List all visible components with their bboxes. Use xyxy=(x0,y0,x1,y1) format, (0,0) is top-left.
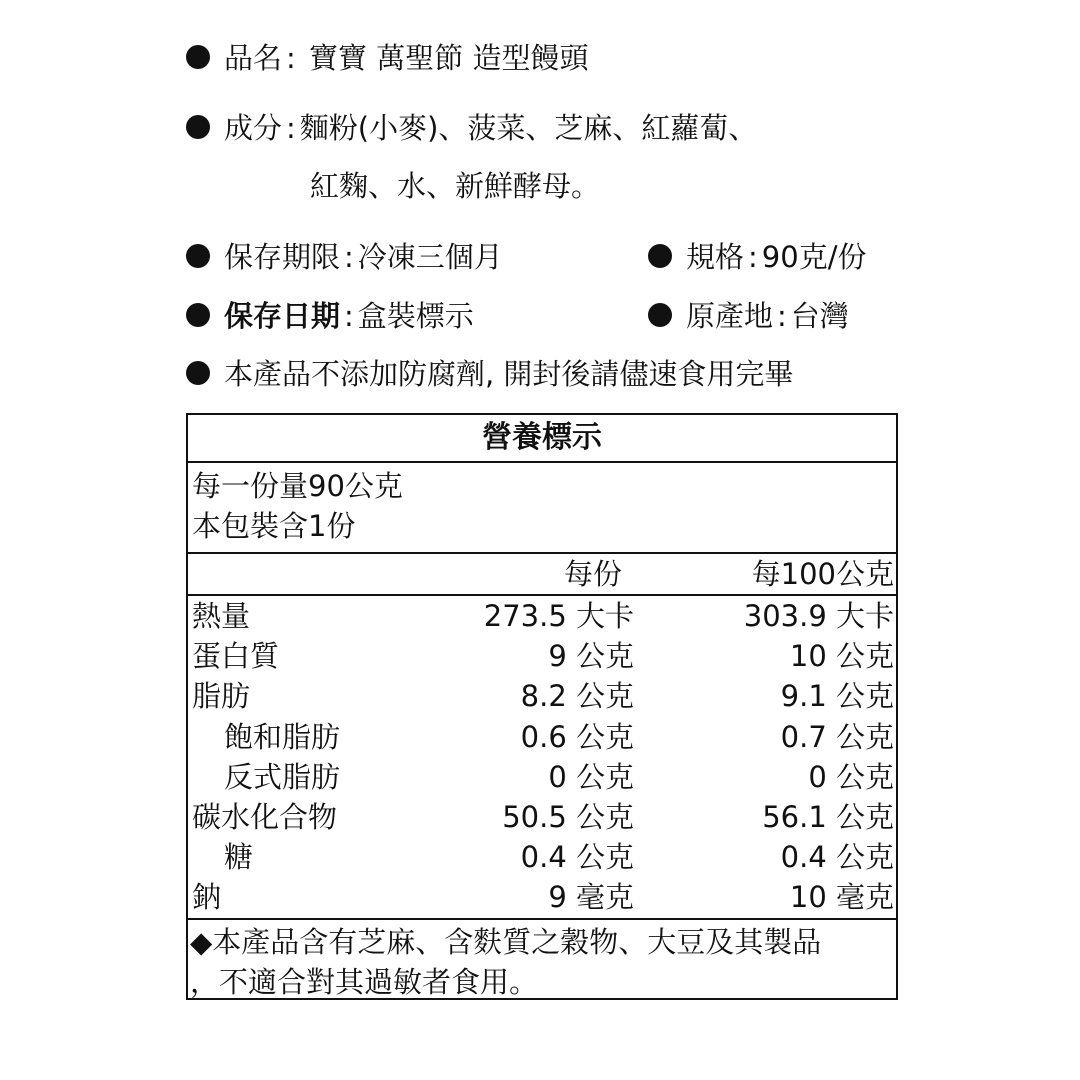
ingredients-label: 成分 xyxy=(224,111,283,145)
ingredients-value-line1: 麵粉(小麥)、菠菜、芝麻、紅蘿蔔、 xyxy=(299,111,758,145)
nutrient-row xyxy=(188,837,896,877)
nutrient-per-serving: 0.4 公克 xyxy=(520,840,634,875)
nutrition-table xyxy=(186,413,898,1000)
nutrient-per-serving: 9 毫克 xyxy=(548,880,634,915)
nutrition-column-header xyxy=(188,554,896,596)
nutrient-per-100g: 56.1 公克 xyxy=(762,799,894,834)
spec-value: 90克/份 xyxy=(761,240,867,274)
colon: : xyxy=(344,299,354,333)
nutrient-row xyxy=(188,877,896,917)
notice-text: 本產品不添加防腐劑, 開封後請儘速食用完畢 xyxy=(224,357,794,391)
nutrient-per-100g: 303.9 大卡 xyxy=(743,599,894,633)
shelf-life-label: 保存期限 xyxy=(224,240,341,274)
nutrient-row xyxy=(188,757,896,797)
colon: : xyxy=(344,240,354,274)
bullet-dot-icon xyxy=(186,303,210,327)
nutrient-name: 碳水化合物 xyxy=(192,799,338,834)
shelf-life-line xyxy=(186,237,503,277)
product-name-line xyxy=(186,38,588,78)
nutrient-per-serving: 0.6 公克 xyxy=(520,719,634,754)
colon: : xyxy=(286,41,296,75)
colon: : xyxy=(286,111,296,145)
allergen-line2: ，不適合對其過敏者食用。 xyxy=(190,965,539,999)
nutrient-row xyxy=(188,596,896,636)
servings-per-pack: 本包裝含1份 xyxy=(192,509,356,543)
nutrient-per-100g: 0.7 公克 xyxy=(780,719,894,754)
nutrient-row xyxy=(188,797,896,837)
nutrient-per-serving: 9 公克 xyxy=(548,639,634,674)
ingredients-value-line2: 紅麴、水、新鮮酵母。 xyxy=(310,169,601,203)
nutrient-per-serving: 50.5 公克 xyxy=(502,799,634,834)
nutrition-title: 營養標示 xyxy=(188,415,896,463)
storage-date-line xyxy=(186,296,474,336)
serving-size: 每一份量90公克 xyxy=(192,469,403,503)
serving-info xyxy=(188,466,896,554)
nutrient-per-serving: 273.5 大卡 xyxy=(483,599,634,633)
col-per-100g: 每100公克 xyxy=(751,557,894,591)
notice-line xyxy=(186,354,793,394)
nutrient-row xyxy=(188,676,896,716)
bullet-dot-icon xyxy=(186,244,210,268)
nutrient-name: 鈉 xyxy=(192,880,222,915)
allergen-notice xyxy=(188,922,896,1002)
nutrient-row xyxy=(188,717,896,757)
allergen-line1: ◆本產品含有芝麻、含麩質之穀物、大豆及其製品 xyxy=(190,925,822,959)
col-per-serving: 每份 xyxy=(563,557,622,591)
nutrient-name: 脂肪 xyxy=(192,679,251,714)
bullet-dot-icon xyxy=(648,244,672,268)
storage-date-value: 盒裝標示 xyxy=(357,299,474,333)
bullet-dot-icon xyxy=(648,303,672,327)
nutrient-per-100g: 9.1 公克 xyxy=(780,679,894,714)
nutrient-per-serving: 8.2 公克 xyxy=(520,679,634,714)
nutrition-rows xyxy=(188,596,896,920)
bullet-dot-icon xyxy=(186,45,210,69)
colon: : xyxy=(748,240,758,274)
origin-value: 台灣 xyxy=(790,299,849,333)
bullet-dot-icon xyxy=(186,115,210,139)
colon: : xyxy=(777,299,787,333)
nutrient-name: 熱量 xyxy=(192,599,251,633)
storage-date-label: 保存日期 xyxy=(224,299,341,333)
nutrient-name: 飽和脂肪 xyxy=(224,719,341,754)
nutrient-name: 糖 xyxy=(224,840,254,875)
product-name-label: 品名 xyxy=(224,41,283,75)
nutrient-name: 蛋白質 xyxy=(192,639,280,674)
origin-label: 原產地 xyxy=(686,299,774,333)
ingredients-line xyxy=(186,108,757,148)
nutrient-row xyxy=(188,636,896,676)
nutrient-per-100g: 0 公克 xyxy=(808,759,894,794)
nutrient-per-serving: 0 公克 xyxy=(548,759,634,794)
nutrient-name: 反式脂肪 xyxy=(224,759,341,794)
shelf-life-value: 冷凍三個月 xyxy=(357,240,503,274)
nutrient-per-100g: 10 公克 xyxy=(789,639,894,674)
product-name-value: 寶寶 萬聖節 造型饅頭 xyxy=(309,41,589,75)
origin-line xyxy=(648,296,849,336)
spec-line xyxy=(648,237,866,277)
nutrient-per-100g: 10 毫克 xyxy=(789,880,894,915)
bullet-dot-icon xyxy=(186,361,210,385)
spec-label: 規格 xyxy=(686,240,745,274)
nutrient-per-100g: 0.4 公克 xyxy=(780,840,894,875)
